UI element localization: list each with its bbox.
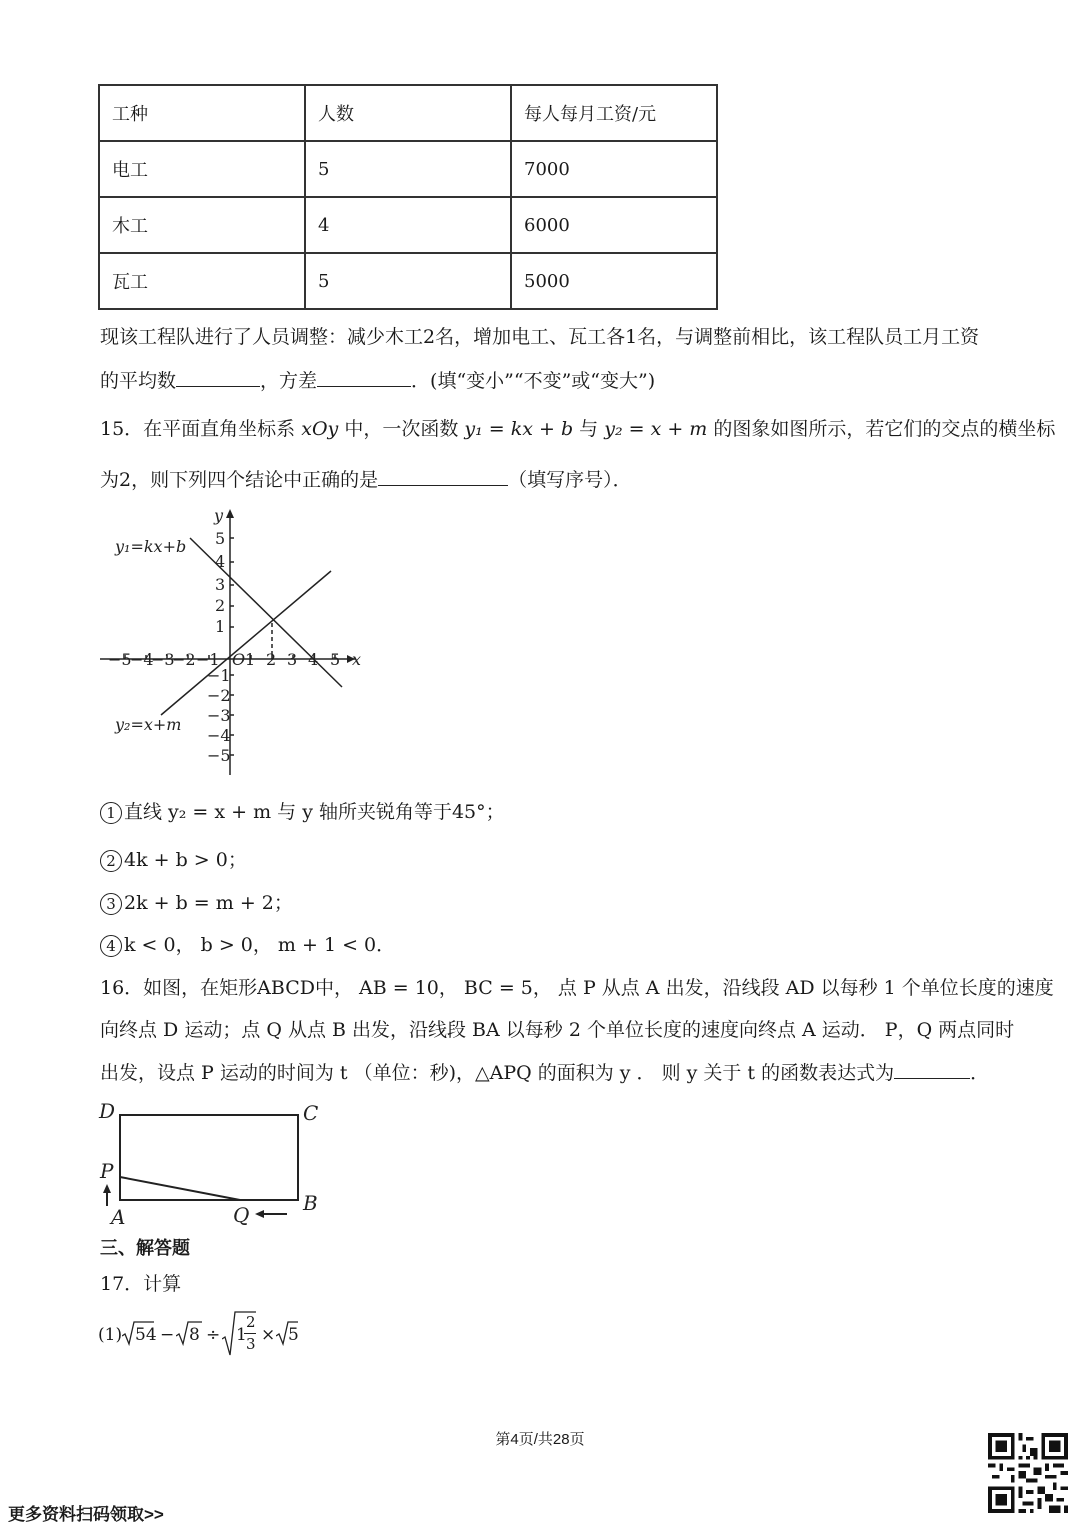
rectangle-abcd — [120, 1115, 298, 1200]
table-cell: 4 — [305, 197, 511, 253]
arrow-up-head-icon — [103, 1184, 111, 1193]
answer-blank — [176, 366, 260, 387]
origin-label: O — [232, 650, 246, 669]
y-tick-label: −4 — [207, 726, 231, 745]
q15-text: 15．在平面直角坐标系 — [100, 418, 296, 440]
y-tick-label: 1 — [215, 617, 226, 636]
option-number: 1 — [100, 802, 122, 824]
table-cell: 6000 — [511, 197, 717, 253]
segment-pq — [120, 1177, 240, 1200]
q15-line2 — [100, 465, 632, 494]
table-cell: 5000 — [511, 253, 717, 309]
q15-option-2 — [100, 846, 247, 874]
x-tick-label: 1 — [245, 650, 256, 669]
operator: ÷ — [206, 1325, 221, 1345]
answer-blank — [317, 366, 411, 387]
fraction-denominator: 3 — [246, 1335, 256, 1353]
qr-code-icon[interactable] — [988, 1433, 1068, 1513]
q15-option-4 — [100, 931, 395, 959]
wage-table — [98, 84, 718, 310]
radicand: 54 — [135, 1325, 157, 1345]
option-number: 2 — [100, 850, 122, 872]
option-number: 4 — [100, 935, 122, 957]
q15-xoy: xOy — [301, 418, 339, 440]
option-number: 3 — [100, 893, 122, 915]
section-heading: 三、解答题 — [100, 1238, 190, 1259]
table-header-row — [99, 85, 717, 141]
table-cell: 电工 — [99, 141, 305, 197]
part-label: (1) — [98, 1325, 123, 1345]
y-tick-label: 4 — [215, 552, 226, 571]
q15-graph — [95, 505, 375, 780]
table-header-cell: 人数 — [305, 85, 511, 141]
x-tick-label: 5 — [330, 650, 341, 669]
q15-text: 为2，则下列四个结论中正确的是 — [100, 469, 379, 491]
q15-line1 — [100, 415, 1055, 443]
q16-text: 出发，设点 P 运动的时间为 t （单位：秒)，△APQ 的面积为 y ． 则 y 关于 t 的函数表达式为 — [100, 1062, 895, 1084]
axis-x-label: x — [352, 650, 362, 669]
q17-title: 17．计算 — [100, 1273, 182, 1295]
table-header-cell: 每人每月工资/元 — [511, 85, 717, 141]
q16-line1: 16．如图，在矩形ABCD中， AB = 10， BC = 5， 点 P 从点 A 出发，沿线段 AD 以每秒 1 个单位长度的速度 — [100, 977, 1054, 999]
x-tick-label: −3 — [151, 650, 175, 669]
promo-link[interactable]: 更多资料扫码领取>> — [8, 1505, 164, 1524]
radicand: 8 — [189, 1325, 200, 1345]
mixed-whole: 1 — [236, 1325, 247, 1345]
table-cell: 5 — [305, 141, 511, 197]
option-text: 直线 y₂ = x + m 与 y 轴所夹锐角等于45°； — [124, 801, 505, 823]
y-axis-arrow-icon — [226, 509, 234, 518]
q16-line3 — [100, 1058, 989, 1087]
q15-text: 中，一次函数 — [344, 418, 459, 440]
table-row — [99, 253, 717, 309]
y-tick-label: −2 — [207, 686, 231, 705]
table-cell: 7000 — [511, 141, 717, 197]
table-cell: 瓦工 — [99, 253, 305, 309]
label-d: D — [99, 1099, 116, 1123]
q15-formula-y1: y₁ = kx + b — [464, 418, 574, 440]
q14-line2-b: ，方差 — [260, 370, 318, 392]
y-tick-label: 3 — [215, 575, 226, 594]
q16-rectangle-figure — [95, 1098, 330, 1233]
q14-line1: 现该工程队进行了人员调整：减少木工2名，增加电工、瓦工各1名，与调整前相比，该工程队员工月工资 — [100, 326, 980, 348]
table-row — [99, 141, 717, 197]
table-row — [99, 197, 717, 253]
q15-option-3 — [100, 889, 293, 917]
option-text: k < 0， b > 0， m + 1 < 0． — [124, 934, 396, 956]
label-q: Q — [233, 1203, 250, 1227]
x-tick-label: −2 — [172, 650, 196, 669]
q14-line2-c: ．(填“变小”“不变”或“变大”) — [411, 370, 656, 392]
fraction-numerator: 2 — [246, 1313, 256, 1331]
q15-text: 的图象如图所示，若它们的交点的横坐标 — [713, 418, 1056, 440]
option-text: 2k + b = m + 2； — [124, 892, 293, 914]
fraction-bar — [244, 1333, 256, 1334]
label-b: B — [303, 1191, 318, 1215]
y-tick-label: −1 — [207, 666, 231, 685]
q16-line2: 向终点 D 运动；点 Q 从点 B 出发，沿线段 BA 以每秒 2 个单位长度的速度向终点 A 运动． P，Q 两点同时 — [100, 1019, 1015, 1041]
arrow-left-head-icon — [255, 1210, 264, 1218]
x-tick-label: 2 — [266, 650, 277, 669]
table-cell: 木工 — [99, 197, 305, 253]
label-y1: y₁=kx+b — [115, 537, 187, 556]
q15-text: 与 — [579, 418, 599, 440]
label-a: A — [111, 1205, 126, 1229]
x-tick-label: 4 — [308, 650, 319, 669]
table-cell: 5 — [305, 253, 511, 309]
page-number: 第4页/共28页 — [495, 1431, 585, 1448]
q16-text: ． — [970, 1062, 990, 1084]
q15-text: （填写序号）． — [508, 469, 632, 491]
q14-line2 — [100, 366, 655, 395]
x-tick-label: −1 — [196, 650, 220, 669]
answer-blank — [894, 1058, 970, 1079]
operator: − — [160, 1325, 175, 1345]
label-c: C — [303, 1101, 319, 1125]
answer-blank — [378, 465, 508, 486]
x-tick-label: −5 — [108, 650, 132, 669]
q14-line2-a: 的平均数 — [100, 370, 177, 392]
y-tick-label: −3 — [207, 706, 231, 725]
label-y2: y₂=x+m — [115, 715, 182, 734]
y-tick-label: 5 — [215, 529, 226, 548]
axis-y-label: y — [214, 506, 224, 525]
y-tick-label: 2 — [215, 596, 226, 615]
x-tick-label: −4 — [130, 650, 154, 669]
q15-option-1 — [100, 798, 505, 826]
operator: × — [261, 1325, 276, 1345]
x-tick-label: 3 — [287, 650, 298, 669]
y-tick-label: −5 — [207, 746, 231, 765]
q15-formula-y2: y₂ = x + m — [604, 418, 708, 440]
radicand: 5 — [288, 1325, 299, 1345]
option-text: 4k + b > 0； — [124, 849, 247, 871]
table-header-cell: 工种 — [99, 85, 305, 141]
label-p: P — [100, 1159, 114, 1183]
